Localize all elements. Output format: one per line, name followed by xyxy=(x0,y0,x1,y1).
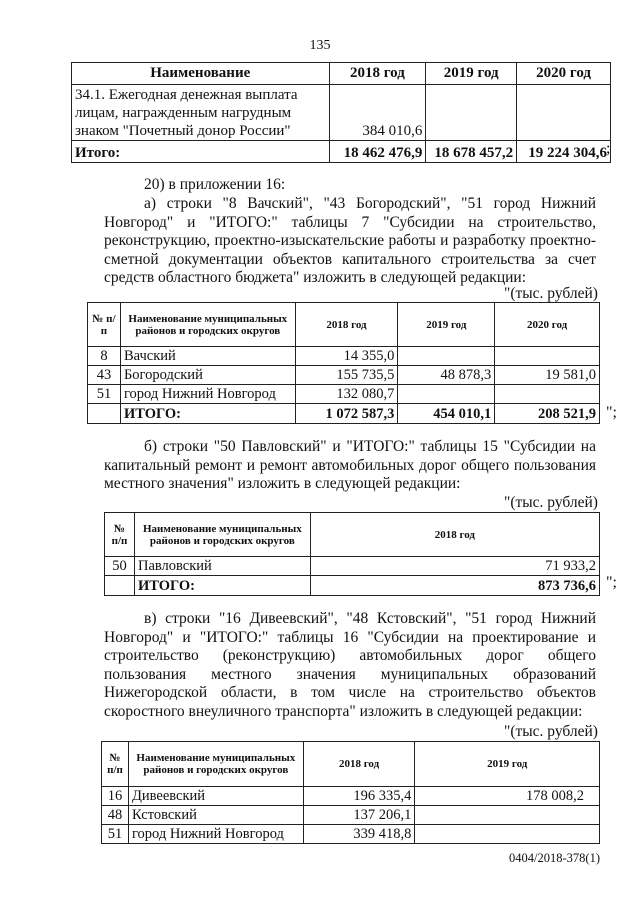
header-2018: 2018 год xyxy=(329,63,426,85)
header-2020: 2020 год xyxy=(517,63,611,85)
row-2018: 384 010,6 xyxy=(329,85,426,141)
table-total-row: ИТОГО: 873 736,6 xyxy=(105,576,600,596)
units-label: "(тыс. рублей) xyxy=(504,285,598,302)
table-row: 51 город Нижний Новгород 339 418,8 xyxy=(102,825,600,844)
table-row: 51 город Нижний Новгород 132 080,7 xyxy=(88,385,600,404)
paragraph-c: в) строки "16 Дивеевский", "48 Кстовский", "51 город Нижний Новгород" и "ИТОГО:" таблицы 16 "Субсидии на проектирование и строительство (реконструкцию) автомобильных дорог общего пользования местного значения муниципальных образований Нижегородской области, в том числе на строительство объектов скоростного внеуличного транспорта" изложить в следующей редакции: xyxy=(104,610,596,720)
end-mark: ; xyxy=(606,140,611,157)
paragraph-b: б) строки "50 Павловский" и "ИТОГО:" таблицы 15 "Субсидии на капитальный ремонт и ремонт автомобильных дорог общего пользования местного значения" изложить в следующей редакции: xyxy=(104,438,596,493)
table-row: 50 Павловский 71 933,2 xyxy=(105,557,600,576)
document-code: 0404/2018-378(1) xyxy=(509,851,600,865)
paragraph-a: а) строки "8 Вачский", "43 Богородский", "51 город Нижний Новгород" и "ИТОГО:" таблицы 7 "Субсидии на строительство, реконструкцию, проектно-изыскательские работы и разработку проектно-сметной документации объектов капитального строительства за счет средств областного бюджета" изложить в следующей редакции: xyxy=(104,195,596,287)
table-c: № п/п Наименование муниципальных районов и городских округов 2018 год 2019 год 16 Дивеевский 196 335,4 178 008,2 48 Кстовский 137 206,1 51 город Нижний Новгород 339 418,8 xyxy=(101,741,600,844)
table-row: 16 Дивеевский 196 335,4 178 008,2 xyxy=(102,787,600,806)
close-mark: "; xyxy=(606,574,617,591)
header-2019: 2019 год xyxy=(426,63,517,85)
section-intro: 20) в приложении 16: xyxy=(144,176,286,193)
table-total-row: Итого: 18 462 476,9 18 678 457,2 19 224 304,6 xyxy=(72,141,611,163)
table-a: № п/п Наименование муниципальных районов и городских округов 2018 год 2019 год 2020 год 8 Вачский 14 355,0 43 Богородский 155 735,5 48 878,3 19 581,0 51 город Нижний Новгород 132 080,7 ИТОГО: 1 072 587,3 454 010,1 208 521,9 xyxy=(87,302,600,424)
table-total-row: ИТОГО: 1 072 587,3 454 010,1 208 521,9 xyxy=(88,404,600,424)
table-top xyxy=(71,62,611,163)
units-label: "(тыс. рублей) xyxy=(504,723,598,740)
table-row xyxy=(72,85,611,141)
header-name: Наименование xyxy=(72,63,330,85)
row-name: 34.1. Ежегодная денежная выплата лицам, награжденным нагрудным знаком "Почетный донор России" xyxy=(72,85,330,141)
table-row: 43 Богородский 155 735,5 48 878,3 19 581,0 xyxy=(88,366,600,385)
close-mark: "; xyxy=(606,404,617,421)
page-number: 135 xyxy=(309,38,331,53)
table-b: № п/п Наименование муниципальных районов и городских округов 2018 год 50 Павловский 71 933,2 ИТОГО: 873 736,6 xyxy=(104,512,600,596)
table-row: 48 Кстовский 137 206,1 xyxy=(102,806,600,825)
table-row: 8 Вачский 14 355,0 xyxy=(88,347,600,366)
units-label: "(тыс. рублей) xyxy=(504,494,598,511)
